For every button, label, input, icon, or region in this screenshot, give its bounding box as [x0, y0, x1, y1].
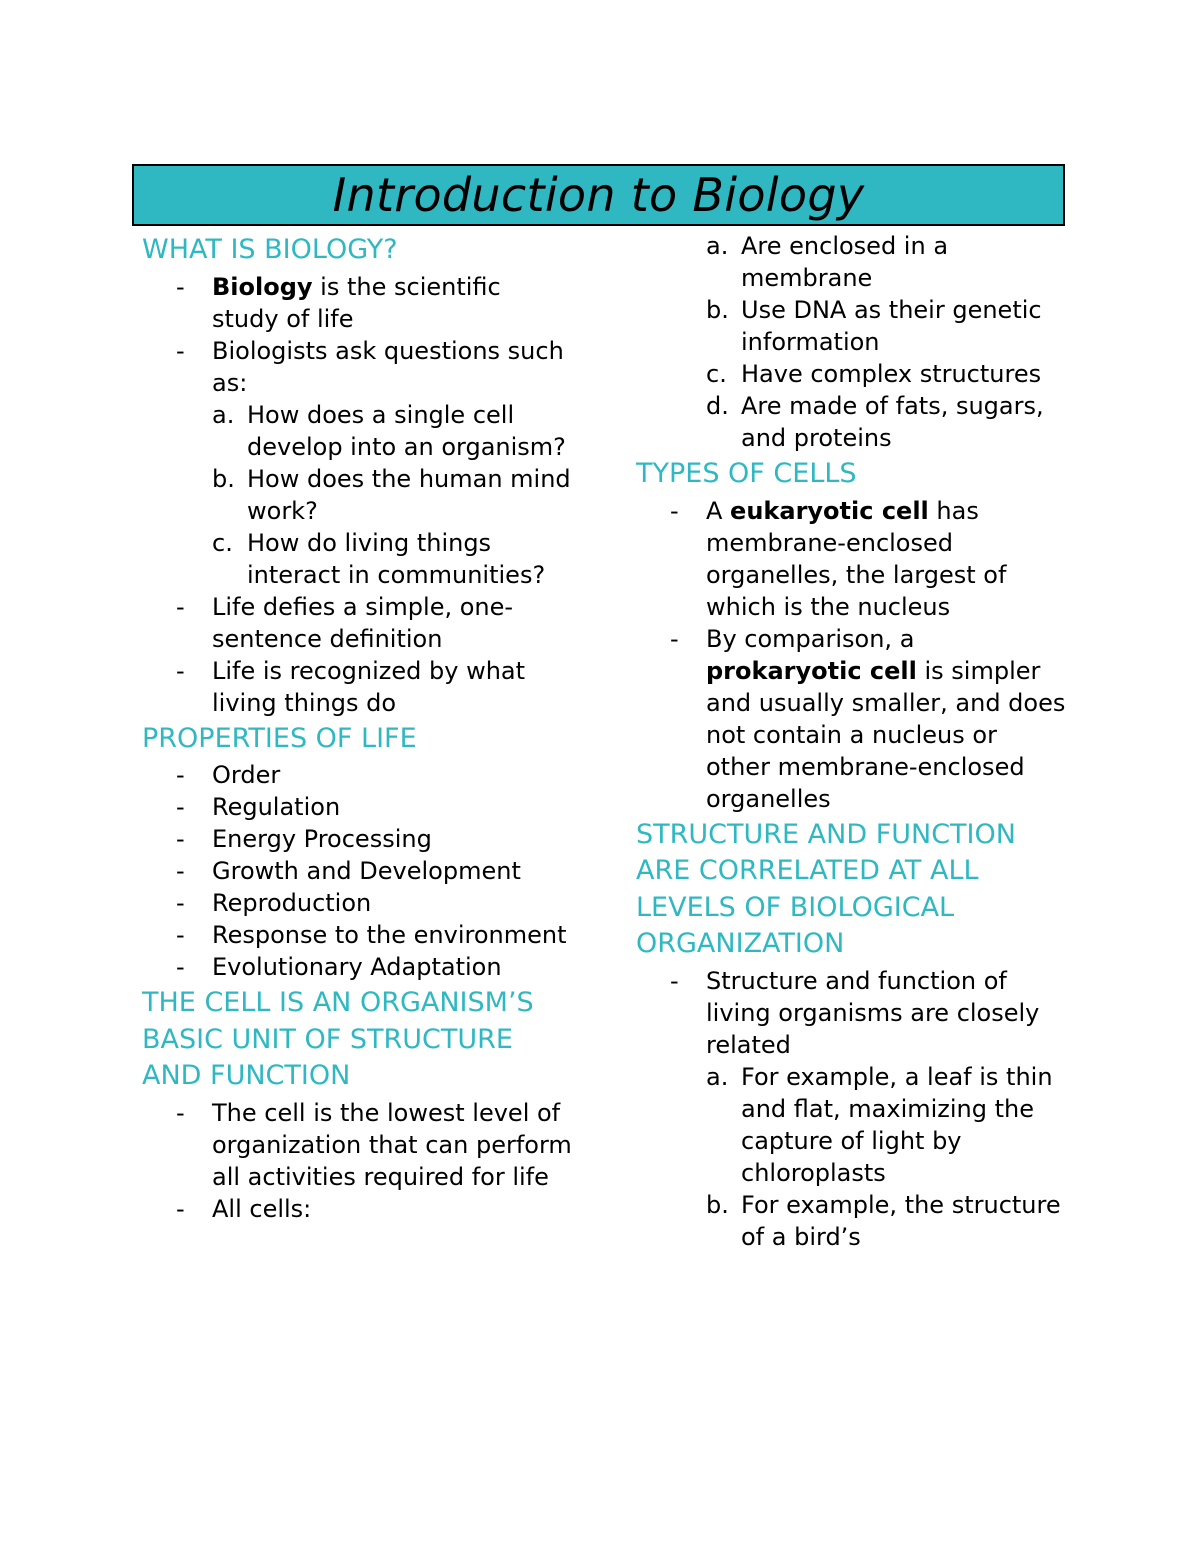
item-marker: c.: [212, 528, 233, 557]
all-cells-list: [636, 230, 1066, 454]
dash-bullet: -: [176, 889, 185, 917]
dash-bullet: -: [176, 921, 185, 949]
list-item: [142, 823, 572, 855]
properties-list: [142, 759, 572, 983]
list-item: [636, 623, 1066, 815]
list-item-text: Reproduction: [212, 889, 372, 917]
list-item-text: Are made of fats, sugars, and proteins: [741, 392, 1044, 452]
question-text: How does the human mind work?: [247, 464, 571, 525]
types-of-cells-list: [636, 495, 1066, 815]
question-text: How do living things interact in communities?: [247, 528, 546, 589]
list-item-text: Energy Processing: [212, 825, 432, 853]
list-item-text: A: [706, 496, 731, 525]
list-item: [636, 1061, 1066, 1189]
dash-bullet: -: [176, 272, 185, 301]
list-item: [142, 335, 572, 399]
list-item-text: Use DNA as their genetic information: [741, 296, 1042, 356]
item-marker: a.: [212, 400, 235, 429]
list-item: [142, 887, 572, 919]
list-item: [142, 855, 572, 887]
item-marker: b.: [212, 464, 235, 493]
examples-list: [636, 1061, 1066, 1253]
question-item: [142, 399, 572, 463]
title-banner: [132, 164, 1065, 226]
list-item-text: Regulation: [212, 793, 341, 821]
list-item: [142, 951, 572, 983]
dash-bullet: -: [670, 966, 679, 995]
list-item-text: By comparison, a: [706, 624, 915, 653]
left-column: [142, 230, 572, 1225]
question-item: [142, 463, 572, 527]
list-item-text: Response to the environment: [212, 921, 567, 949]
right-column: [636, 230, 1066, 1253]
list-item-text: Life defies a simple, one-sentence definition: [212, 592, 514, 653]
dash-bullet: -: [176, 656, 185, 685]
dash-bullet: -: [176, 1194, 185, 1223]
question-text: How does a single cell develop into an organism?: [247, 400, 566, 461]
structure-function-list: [636, 965, 1066, 1061]
item-marker: a.: [706, 1062, 729, 1091]
heading-structure-and-function: STRUCTURE AND FUNCTION ARE CORRELATED AT ALL LEVELS OF BIOLOGICAL ORGANIZATION: [636, 818, 1016, 959]
list-item: [636, 390, 1066, 454]
list-item-text: The cell is the lowest level of organization that can perform all activities required for life: [212, 1098, 572, 1191]
dash-bullet: -: [176, 336, 185, 365]
list-item-text: Life is recognized by what living things do: [212, 656, 526, 717]
list-item-text: Biologists ask questions such as:: [212, 336, 564, 397]
list-item-text: Have complex structures: [741, 360, 1042, 388]
question-item: [142, 527, 572, 591]
list-item: [142, 655, 572, 719]
what-is-biology-list-cont: [142, 591, 572, 719]
list-item-text: Are enclosed in a membrane: [741, 232, 949, 292]
heading-types-of-cells: TYPES OF CELLS: [636, 458, 857, 489]
term-prokaryotic-cell: prokaryotic cell: [706, 656, 917, 685]
list-item: [142, 1193, 572, 1225]
list-item-text: is the scientific study of life: [212, 272, 501, 333]
questions-list: [142, 399, 572, 591]
list-item: [142, 791, 572, 823]
cell-unit-list: [142, 1097, 572, 1225]
item-marker: b.: [706, 1190, 729, 1219]
dash-bullet: -: [176, 793, 185, 821]
dash-bullet: -: [670, 624, 679, 653]
list-item-text: Growth and Development: [212, 857, 521, 885]
list-item: [142, 591, 572, 655]
dash-bullet: -: [176, 825, 185, 853]
what-is-biology-list: [142, 271, 572, 399]
list-item: [636, 294, 1066, 358]
list-item: [142, 1097, 572, 1193]
list-item: [636, 230, 1066, 294]
list-item: [142, 919, 572, 951]
item-marker: a.: [706, 232, 729, 260]
dash-bullet: -: [176, 592, 185, 621]
item-marker: b.: [706, 296, 729, 324]
list-item-text: For example, a leaf is thin and flat, maximizing the capture of light by chloroplasts: [741, 1062, 1053, 1187]
list-item: [636, 965, 1066, 1061]
list-item-text: is simpler and usually smaller, and does not contain a nucleus or other membrane-enclosed organelles: [706, 656, 1066, 813]
list-item-text: Structure and function of living organisms are closely related: [706, 966, 1040, 1059]
dash-bullet: -: [176, 1098, 185, 1127]
heading-cell-basic-unit: THE CELL IS AN ORGANISM’S BASIC UNIT OF STRUCTURE AND FUNCTION: [142, 987, 534, 1091]
dash-bullet: -: [176, 857, 185, 885]
list-item-text: For example, the structure of a bird’s: [741, 1190, 1061, 1251]
list-item: [142, 759, 572, 791]
dash-bullet: -: [176, 761, 185, 789]
list-item: [636, 1189, 1066, 1253]
list-item: [636, 495, 1066, 623]
term-eukaryotic-cell: eukaryotic cell: [730, 496, 929, 525]
heading-properties-of-life: PROPERTIES OF LIFE: [142, 722, 417, 754]
heading-what-is-biology: WHAT IS BIOLOGY?: [142, 234, 398, 265]
list-item: [636, 358, 1066, 390]
dash-bullet: -: [670, 496, 679, 525]
list-item-text: Order: [212, 761, 281, 789]
list-item-text: All cells:: [212, 1194, 312, 1223]
dash-bullet: -: [176, 953, 185, 981]
list-item: [142, 271, 572, 335]
item-marker: c.: [706, 360, 727, 388]
term-biology: Biology: [212, 272, 313, 301]
list-item-text: has membrane-enclosed organelles, the largest of which is the nucleus: [706, 496, 1007, 621]
page-title: Introduction to Biology: [332, 168, 865, 222]
item-marker: d.: [706, 392, 729, 420]
list-item-text: Evolutionary Adaptation: [212, 953, 502, 981]
